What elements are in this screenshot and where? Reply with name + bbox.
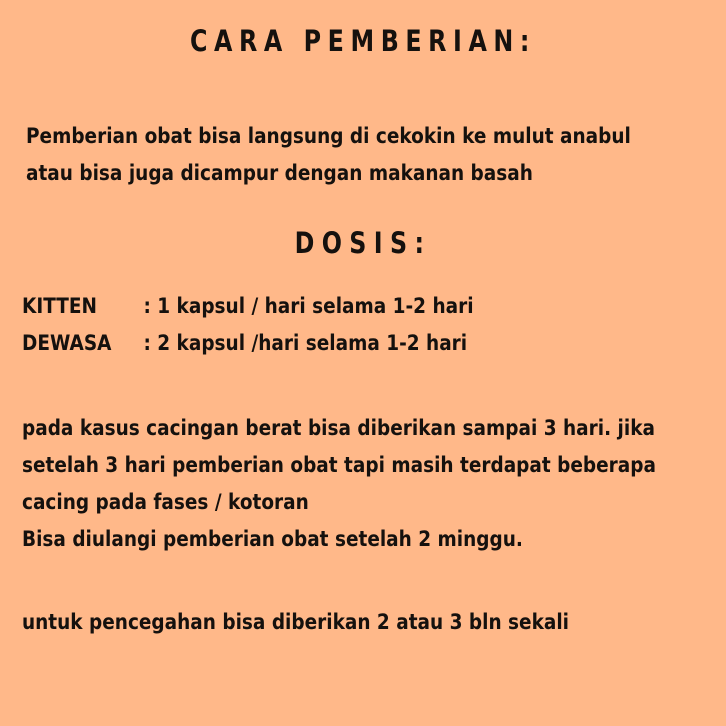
dose-heading: DOSIS: bbox=[294, 226, 432, 260]
method-heading: CARA PEMBERIAN: bbox=[190, 24, 536, 58]
dose-label: KITTEN bbox=[22, 294, 97, 318]
dose-label: DEWASA bbox=[22, 331, 112, 355]
note-line: pada kasus cacingan berat bisa diberikan sampai 3 hari. jika bbox=[22, 416, 655, 440]
notes-paragraph bbox=[22, 410, 656, 558]
method-line: atau bisa juga dicampur dengan makanan basah bbox=[26, 161, 533, 185]
prevention-text: untuk pencegahan bisa diberikan 2 atau 3 bln sekali bbox=[22, 610, 570, 634]
dose-row-kitten bbox=[22, 288, 474, 325]
dose-row-adult bbox=[22, 325, 474, 362]
note-line: cacing pada fases / kotoran bbox=[22, 490, 309, 514]
dose-list bbox=[22, 288, 474, 362]
dose-value: : 2 kapsul /hari selama 1-2 hari bbox=[143, 331, 468, 355]
method-line: Pemberian obat bisa langsung di cekokin ke mulut anabul bbox=[26, 124, 631, 148]
dose-value: : 1 kapsul / hari selama 1-2 hari bbox=[143, 294, 474, 318]
method-paragraph bbox=[26, 118, 631, 192]
note-line: setelah 3 hari pemberian obat tapi masih terdapat beberapa bbox=[22, 453, 656, 477]
note-line: Bisa diulangi pemberian obat setelah 2 minggu. bbox=[22, 527, 523, 551]
